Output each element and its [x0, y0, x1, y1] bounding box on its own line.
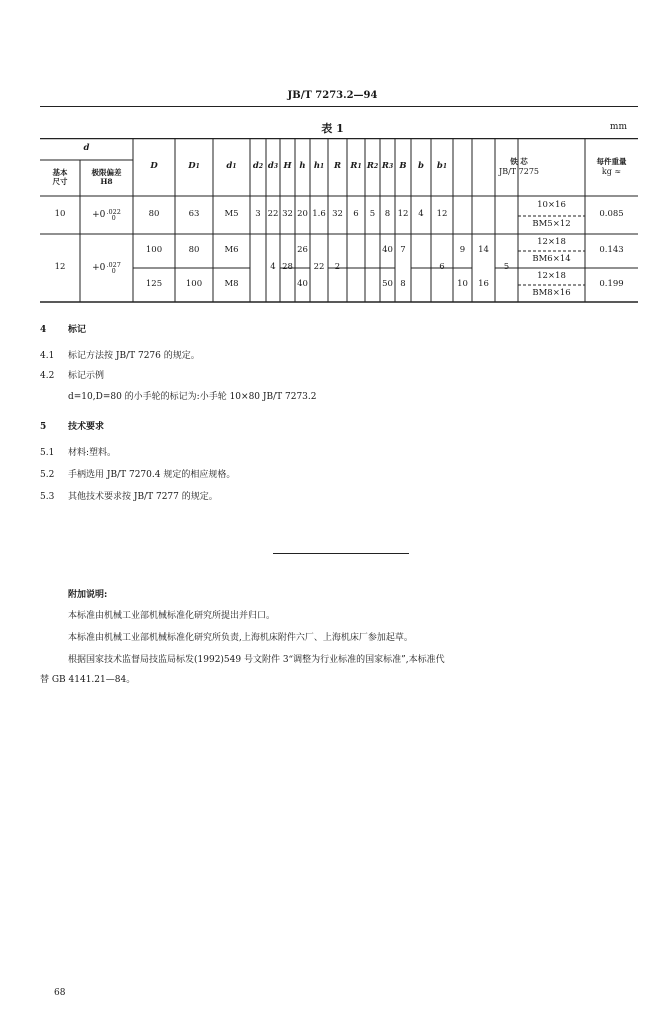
- header-b1: [431, 138, 453, 196]
- row2-tol-main: +0: [92, 262, 106, 273]
- header-d2-label: d: [252, 161, 259, 172]
- row2-b1: [495, 234, 518, 268]
- merged-h: 22: [313, 262, 325, 273]
- section-4-1: [40, 348, 200, 361]
- header-h1: [310, 138, 328, 196]
- header-R3: [380, 138, 395, 196]
- merged-R2: 6: [439, 262, 445, 273]
- row3-R1: 8: [400, 279, 406, 290]
- notes-line3b: 替 GB 4141.21—84。: [40, 675, 136, 685]
- section-4-2-text: 标记示例: [68, 371, 105, 381]
- header-d3-sub: 3: [273, 162, 279, 170]
- row2-weight: 0.143: [599, 245, 624, 256]
- header-R1-sub: 1: [357, 162, 362, 170]
- header-d3-label: d: [267, 161, 274, 172]
- row1-key-code: BM5×12: [532, 219, 571, 230]
- row1-d3: 22: [267, 209, 279, 220]
- header-H: H: [283, 161, 292, 172]
- row2-tol-limits: [106, 262, 120, 275]
- row1-tol-limits: [106, 209, 120, 222]
- section-5-1-number: 5.1: [40, 448, 55, 458]
- row3-D1: 100: [185, 279, 203, 290]
- merged-b: 5: [503, 262, 510, 273]
- row1-tol-upper: .022: [106, 207, 121, 216]
- section-5-heading: [40, 419, 104, 432]
- row1-d: 10: [54, 209, 66, 220]
- header-tolerance-line1: 极限偏差: [91, 168, 122, 178]
- row3-B: 16: [478, 279, 489, 290]
- header-weight: [585, 138, 638, 196]
- row2-tol-upper: .027: [106, 260, 121, 269]
- header-R2-sub: 2: [373, 162, 379, 170]
- row1-key-size: 10×16: [537, 200, 566, 211]
- header-key-line1: 铁 芯: [510, 157, 528, 167]
- header-D: D: [150, 161, 158, 172]
- header-R1: [347, 138, 365, 196]
- header-b: b: [418, 161, 424, 172]
- header-basic-size-line2: 尺寸: [52, 177, 68, 186]
- header-h1-label: h: [313, 161, 320, 172]
- row1-b: 4: [418, 209, 424, 220]
- end-rule: [273, 553, 409, 554]
- row3-key-code: BM8×16: [532, 287, 571, 298]
- header-d1: [213, 138, 250, 196]
- section-4-1-number: 4.1: [40, 351, 55, 361]
- row2-d: 12: [54, 262, 66, 273]
- section-5-number: 5: [40, 422, 47, 432]
- header-D1: [175, 138, 213, 196]
- header-key: [453, 138, 585, 196]
- section-4-title: 标记: [68, 325, 87, 335]
- standard-number: JB/T 7273.2—94: [287, 90, 378, 101]
- section-5-3: [40, 489, 218, 502]
- row3-d1: M8: [224, 279, 239, 290]
- row1-tol-main: +0: [92, 209, 106, 220]
- section-4-number: 4: [40, 325, 47, 335]
- section-4-2-example: d=10,D=80 的小手轮的标记为:小手轮 10×80 JB/T 7273.2: [68, 392, 317, 402]
- header-tolerance-line2: H8: [100, 177, 113, 186]
- header-R2-label: R: [366, 161, 374, 172]
- row1-weight: 0.085: [599, 209, 624, 220]
- row3-H: 40: [297, 279, 308, 290]
- section-5-2-text: 手柄选用 JB/T 7270.4 规定的相应规格。: [68, 470, 236, 480]
- section-5-2-number: 5.2: [40, 470, 55, 480]
- header-h: h: [299, 161, 306, 172]
- row1-B: 12: [397, 209, 409, 220]
- row1-D: 80: [148, 209, 160, 220]
- header-b1-label: b: [436, 161, 443, 172]
- header-d1-label: d: [226, 161, 233, 172]
- header-R3-label: R: [381, 161, 389, 172]
- row2-D: 100: [145, 245, 163, 256]
- section-4-2: [40, 368, 104, 381]
- merged-h1: 2: [334, 262, 341, 273]
- row2-B: 14: [478, 245, 489, 256]
- section-5-1-text: 材料:塑料。: [68, 448, 117, 458]
- header-R2: [365, 138, 380, 196]
- header-tolerance: [80, 160, 133, 196]
- section-5-1: [40, 445, 116, 458]
- header-d: d: [83, 143, 90, 154]
- row3-R: 50: [382, 279, 393, 290]
- row1-h: 20: [297, 209, 308, 220]
- row2-d1: M6: [224, 245, 239, 256]
- header-basic-size: [40, 160, 80, 196]
- row1-R: 32: [332, 209, 343, 220]
- row2-key-code: BM6×14: [532, 253, 571, 264]
- row3-key-size: 12×18: [537, 270, 566, 281]
- row1-d1: M5: [224, 209, 239, 220]
- table-unit: mm: [609, 122, 627, 132]
- header-weight-line1: 每件重量: [596, 157, 627, 167]
- page-number: 68: [54, 988, 66, 998]
- header-d3: [266, 138, 280, 196]
- row1-d2: 3: [255, 209, 261, 220]
- notes-line2: 本标准由机械工业部机械标准化研究所负责,上海机床附件六厂、上海机床厂参加起草。: [68, 633, 413, 643]
- notes-line3a: 根据国家技术监督局技监局标发(1992)549 号文附件 3“调整为行业标准的国家标准”,本标准代: [68, 655, 445, 665]
- header-h1-sub: 1: [320, 162, 325, 170]
- section-5-3-number: 5.3: [40, 492, 55, 502]
- notes-line1: 本标准由机械工业部机械标准化研究所提出并归口。: [68, 611, 276, 621]
- row2-tolerance: [80, 234, 133, 302]
- header-d2: [250, 138, 266, 196]
- header-d2-sub: 2: [258, 162, 264, 170]
- header-basic-size-line1: 基本: [52, 168, 68, 178]
- header-B: B: [399, 161, 407, 172]
- section-5-2: [40, 467, 235, 480]
- header-R1-label: R: [350, 161, 358, 172]
- table-title: 表 1: [321, 122, 344, 135]
- section-4-1-text: 标记方法按 JB/T 7276 的规定。: [68, 351, 200, 361]
- section-4-heading: [40, 322, 86, 335]
- header-R3-sub: 3: [388, 162, 394, 170]
- header-R: R: [333, 161, 342, 172]
- header-D1-label: D: [188, 161, 196, 172]
- section-4-2-number: 4.2: [40, 371, 55, 381]
- row2-R3: 9: [459, 245, 466, 256]
- header-rule: [40, 106, 638, 107]
- row1-D1: 63: [188, 209, 200, 220]
- header-b1-sub: 1: [442, 162, 448, 170]
- row1-b1: 12: [436, 209, 448, 220]
- row1-h1: 1.6: [312, 209, 326, 220]
- header-d1-sub: 1: [232, 162, 237, 170]
- section-5-3-text: 其他技术要求按 JB/T 7277 的规定。: [68, 492, 218, 502]
- merged-d2: 4: [270, 262, 276, 273]
- header-weight-line2: kg ≈: [601, 166, 622, 176]
- row3-R3: 10: [457, 279, 468, 290]
- section-5-title: 技术要求: [68, 422, 105, 432]
- row2-H: 26: [297, 245, 308, 256]
- row2-R1: 7: [400, 245, 406, 256]
- row2-R: 40: [382, 245, 393, 256]
- row1-H: 32: [282, 209, 293, 220]
- row3-D: 125: [145, 279, 163, 290]
- row2-tol-lower: 0: [111, 267, 116, 275]
- row1-tol-lower: 0: [111, 214, 116, 222]
- row2-key-size: 12×18: [537, 236, 566, 247]
- spec-table: [40, 138, 638, 303]
- row3-weight: 0.199: [599, 279, 624, 290]
- row1-R2: 5: [369, 209, 376, 220]
- row1-R3: 8: [384, 209, 391, 220]
- header-key-line2: JB/T 7275: [498, 166, 540, 176]
- row1-tolerance: [80, 196, 133, 234]
- header-D1-sub: 1: [195, 162, 200, 170]
- notes-title: 附加说明:: [68, 590, 108, 600]
- merged-d3: 28: [282, 262, 293, 273]
- row1-R1: 6: [353, 209, 359, 220]
- row2-D1: 80: [188, 245, 200, 256]
